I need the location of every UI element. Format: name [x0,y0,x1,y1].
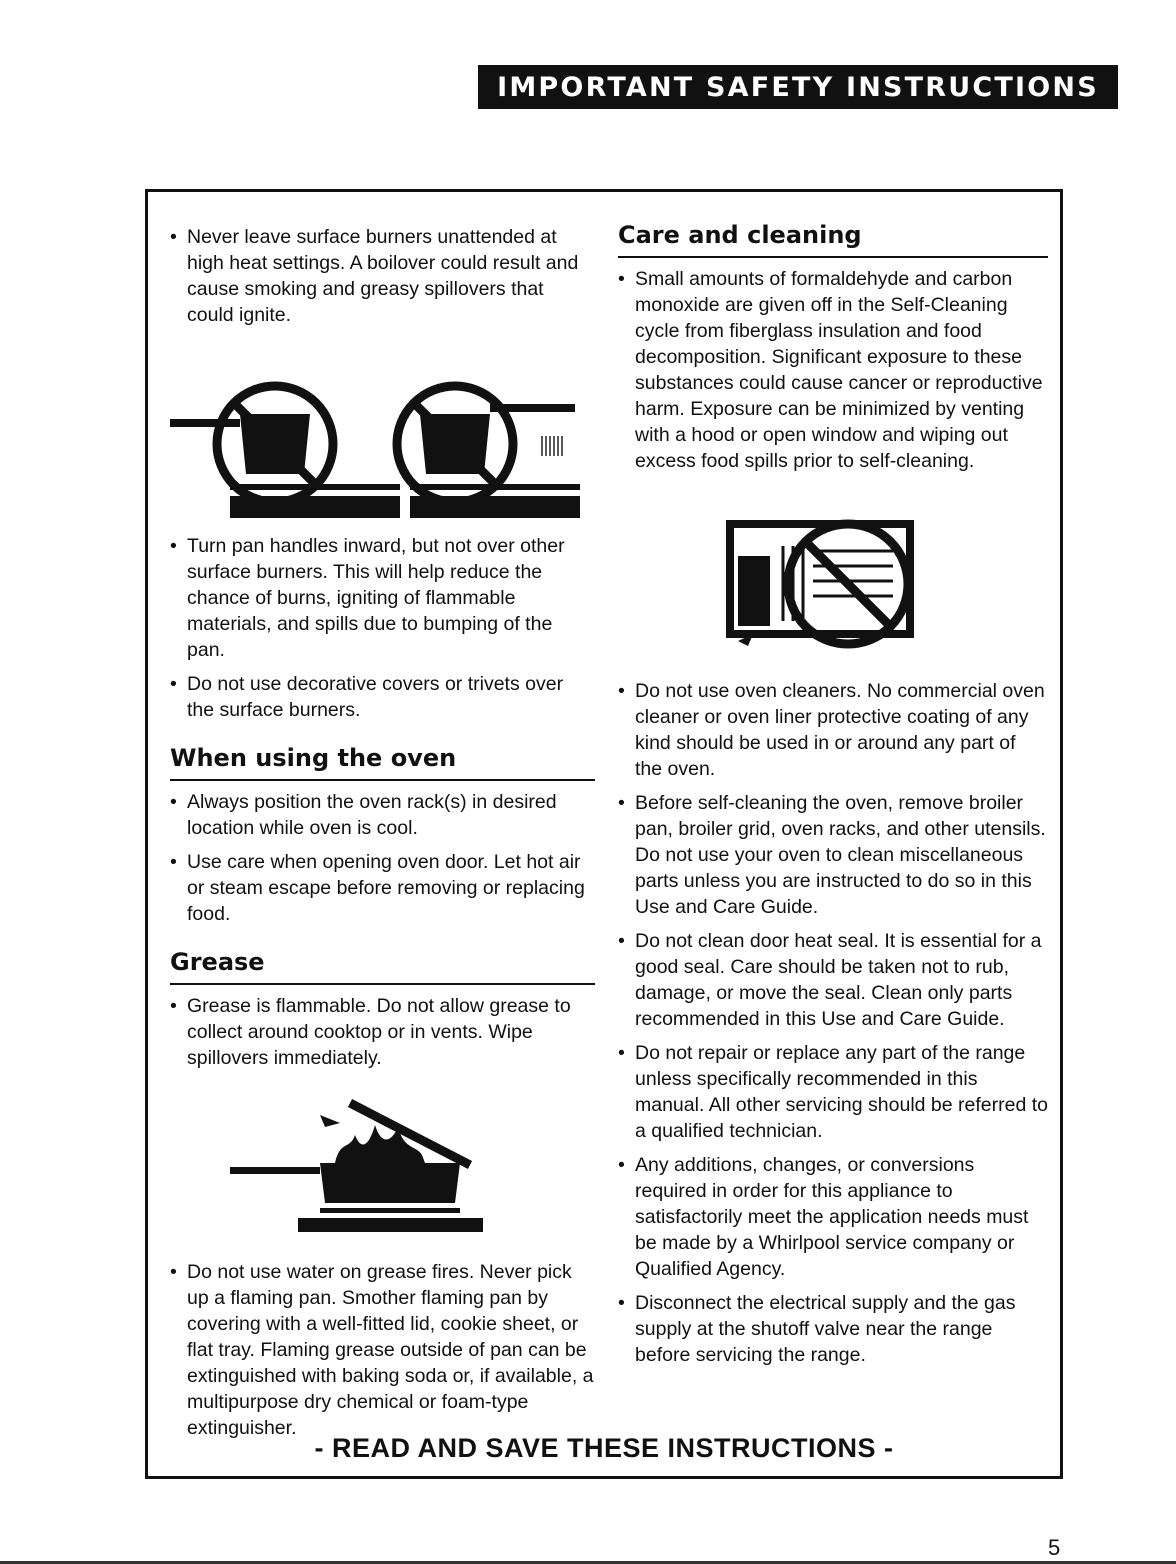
bullet-item: • Any additions, changes, or conversions required in order for this appliance to satisfactorily meet the application needs must be made by a Whirlpool service company or Qualified Agency. [618,1152,1048,1282]
bullet-item: • Small amounts of formaldehyde and carbon monoxide are given off in the Self-Cleaning cycle from fiberglass insulation and food decomposition. Significant exposure to these substances could cause cancer or reproductive harm. Exposure can be minimized by venting with a hood or open window and wiping out excess food spills prior to self-cleaning. [618,266,1048,474]
care-bullets-1 [618,266,1048,474]
bullet-item: • Do not repair or replace any part of the range unless specifically recommended in this manual. All other servicing should be referred to a qualified technician. [618,1040,1048,1144]
grease-fire-illustration [170,1095,595,1245]
grease-bullets [170,993,595,1071]
grease-heading: Grease [170,947,595,985]
bullet-list-top [170,224,595,328]
safety-instructions-box [145,189,1063,1479]
no-unattended-pan-illustration [170,374,595,519]
left-column [170,192,595,1441]
grease-bullets-2 [170,1259,595,1441]
page-number: 5 [1048,1535,1061,1560]
bullet-item: • Do not clean door heat seal. It is essential for a good seal. Care should be taken not to rub, damage, or move the seal. Clean only parts recommended in this Use and Care Guide. [618,928,1048,1032]
bullet-item: • Always position the oven rack(s) in desired location while oven is cool. [170,789,595,841]
care-heading: Care and cleaning [618,220,1048,258]
no-oven-cleaner-illustration [618,506,1048,656]
bullet-item: • Grease is flammable. Do not allow grease to collect around cooktop or in vents. Wipe spillovers immediately. [170,993,595,1071]
bullet-item: • Use care when opening oven door. Let hot air or steam escape before removing or replacing food. [170,849,595,927]
oven-heading: When using the oven [170,743,595,781]
bullet-item: • Turn pan handles inward, but not over other surface burners. This will help reduce the chance of burns, igniting of flammable materials, and spills due to bumping of the pan. [170,533,595,663]
bullet-item: • Do not use oven cleaners. No commercial oven cleaner or oven liner protective coating of any kind should be used in or around any part of the oven. [618,678,1048,782]
care-bullets-2 [618,678,1048,1368]
bullet-item: • Disconnect the electrical supply and the gas supply at the shutoff valve near the range before servicing the range. [618,1290,1048,1368]
oven-bullets [170,789,595,927]
section-banner: IMPORTANT SAFETY INSTRUCTIONS [478,65,1118,109]
bullet-item: • Do not use decorative covers or trivets over the surface burners. [170,671,595,723]
bullet-item: • Never leave surface burners unattended at high heat settings. A boilover could result and cause smoking and greasy spillovers that could ignite. [170,224,595,328]
bullet-item: • Do not use water on grease fires. Never pick up a flaming pan. Smother flaming pan by covering with a well-fitted lid, cookie sheet, or flat tray. Flaming grease outside of pan can be extinguished with baking soda or, if available, a multipurpose dry chemical or foam-type extinguisher. [170,1259,595,1441]
read-and-save-footer: - READ AND SAVE THESE INSTRUCTIONS - [314,1433,894,1463]
bullet-item: • Before self-cleaning the oven, remove broiler pan, broiler grid, oven racks, and other utensils. Do not use your oven to clean miscellaneous parts unless you are instructed to do so in this Use and Care Guide. [618,790,1048,920]
bullet-list-mid [170,533,595,723]
right-column [618,192,1048,1368]
